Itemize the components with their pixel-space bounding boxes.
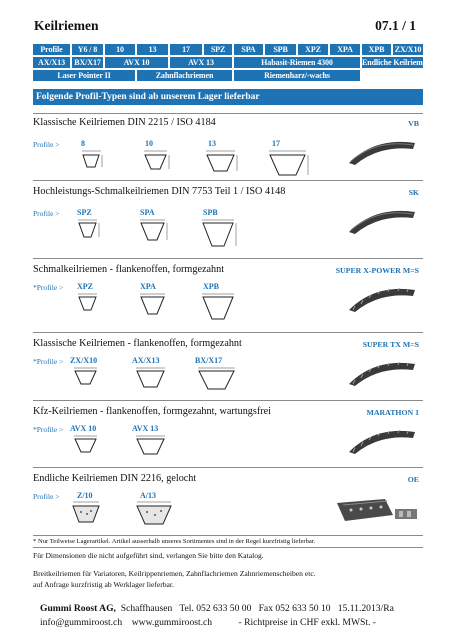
footer-line-2 xyxy=(40,617,420,628)
nav-link-17[interactable]: 17 xyxy=(170,44,202,55)
other-products-text-2: auf Anfrage kurzfristig ab Werklager lieferbar. xyxy=(33,580,174,589)
company-fax: Fax 052 633 50 10 xyxy=(258,603,331,614)
nav-link-spa[interactable]: SPA xyxy=(234,44,263,55)
cross-section-a13-icon xyxy=(133,500,181,530)
nav-link-avx-13[interactable]: AVX 13 xyxy=(170,57,232,68)
nav-link-habasit[interactable]: Habasit-Riemen 4300 xyxy=(234,57,360,68)
nav-link-spb[interactable]: SPB xyxy=(265,44,296,55)
profile-label: *Profile > xyxy=(33,283,64,292)
cross-section-10-icon xyxy=(143,149,173,175)
section-title: Endliche Keilriemen DIN 2216, gelocht xyxy=(33,473,197,484)
profile-xpz[interactable]: XPZ xyxy=(77,282,93,291)
section-title: Schmalkeilriemen - flankenoffen, formgezahnt xyxy=(33,264,225,275)
nav-link-zx-x10[interactable]: ZX/X10 xyxy=(394,45,422,54)
section-marathon xyxy=(33,406,423,464)
nav-link-xpz[interactable]: XPZ xyxy=(298,44,328,55)
cross-section-avx13-icon xyxy=(135,434,171,460)
section-title: Klassische Keilriemen - flankenoffen, formgezahnt xyxy=(33,338,242,349)
profile-zx-x10[interactable]: ZX/X10 xyxy=(70,356,98,365)
profile-label: *Profile > xyxy=(33,425,64,434)
company-name: Gummi Roost AG, xyxy=(40,603,116,614)
divider xyxy=(33,547,423,548)
nav-link-10[interactable]: 10 xyxy=(105,44,135,55)
profile-spz[interactable]: SPZ xyxy=(77,208,92,217)
section-title: Hochleistungs-Schmalkeilriemen DIN 7753 Teil 1 / ISO 4148 xyxy=(33,186,286,197)
profile-xpb[interactable]: XPB xyxy=(203,282,219,291)
divider xyxy=(33,180,423,181)
footer-line-1 xyxy=(40,603,420,614)
section-klassische-keilriemen xyxy=(33,117,423,177)
divider xyxy=(33,535,423,536)
section-title: Klassische Keilriemen DIN 2215 / ISO 4184 xyxy=(33,117,216,128)
profile-spa[interactable]: SPA xyxy=(140,208,155,217)
nav-link-endliche[interactable]: Endliche Keilriemen xyxy=(362,58,431,67)
catalog-text: Für Dimensionen die nicht aufgeführt sind, verlangen Sie bitte den Katalog. xyxy=(33,551,264,560)
section-brand: SUPER TX M=S xyxy=(362,340,419,349)
company-email[interactable]: info@gummiroost.ch xyxy=(40,617,123,628)
section-endliche-keilriemen xyxy=(33,473,423,533)
nav-link-laser-pointer[interactable]: Laser Pointer II xyxy=(33,70,135,81)
cogged-belt-image-icon xyxy=(345,354,419,388)
profile-10[interactable]: 10 xyxy=(145,139,153,148)
profile-label: *Profile > xyxy=(33,357,64,366)
divider xyxy=(33,113,423,114)
cross-section-xpz-icon xyxy=(77,292,103,316)
section-brand: MARATHON 1 xyxy=(366,408,419,417)
nav-link-ax-x13[interactable]: AX/X13 xyxy=(33,57,70,68)
profile-8[interactable]: 8 xyxy=(81,139,85,148)
nav-link-y6-8[interactable]: Y6 / 8 xyxy=(72,44,103,55)
cogged-belt-image-icon xyxy=(345,280,419,314)
section-brand: VB xyxy=(408,119,419,128)
profile-a13[interactable]: A/13 xyxy=(140,491,156,500)
stock-banner: Folgende Profil-Typen sind ab unserem Lager lieferbar xyxy=(33,89,423,105)
section-title: Kfz-Keilriemen - flankenoffen, formgezahnt, wartungsfrei xyxy=(33,406,271,417)
cross-section-8-icon xyxy=(81,149,105,173)
page-header xyxy=(34,18,416,38)
page-title: Keilriemen xyxy=(34,18,99,33)
section-brand: OE xyxy=(407,475,419,484)
profile-17[interactable]: 17 xyxy=(272,139,280,148)
cross-section-17-icon xyxy=(268,149,314,181)
section-schmalkeilriemen xyxy=(33,186,423,256)
doc-date: 15.11.2013/Ra xyxy=(337,603,394,614)
profile-label: Profile > xyxy=(33,140,60,149)
company-city: Schaffhausen xyxy=(120,603,173,614)
profile-avx-13[interactable]: AVX 13 xyxy=(132,424,159,433)
profile-label: Profile > xyxy=(33,209,60,218)
section-super-tx xyxy=(33,338,423,398)
divider xyxy=(33,332,423,333)
cross-section-bx-icon xyxy=(197,366,243,396)
company-website[interactable]: www.gummiroost.ch xyxy=(131,617,213,628)
cross-section-xpa-icon xyxy=(139,292,173,322)
section-brand: SK xyxy=(408,188,419,197)
profile-13[interactable]: 13 xyxy=(208,139,216,148)
cross-section-ax-icon xyxy=(135,366,171,394)
cogged-belt-image-icon xyxy=(345,422,419,456)
divider xyxy=(33,400,423,401)
cross-section-13-icon xyxy=(205,149,241,177)
nav-link-spz[interactable]: SPZ xyxy=(204,44,232,55)
profile-ax-x13[interactable]: AX/X13 xyxy=(132,356,160,365)
v-belt-image-icon xyxy=(345,133,419,167)
divider xyxy=(33,258,423,259)
cross-section-spz-icon xyxy=(77,218,103,244)
nav-link-zahnflachriemen[interactable]: Zahnflachriemen xyxy=(137,70,232,81)
stock-note: * Nur Teilweise Lagerartikel. Artikel ausserhalb unseres Sortimentes sind in der Regel kurzfristig lieferbar. xyxy=(33,538,316,545)
nav-link-13[interactable]: 13 xyxy=(137,44,168,55)
cross-section-spb-icon xyxy=(201,218,243,256)
cross-section-spa-icon xyxy=(139,218,173,248)
profile-z10[interactable]: Z/10 xyxy=(77,491,93,500)
cross-section-z10-icon xyxy=(69,500,109,528)
v-belt-image-icon xyxy=(345,202,419,236)
section-brand: SUPER X-POWER M=S xyxy=(335,266,419,275)
profile-spb[interactable]: SPB xyxy=(203,208,218,217)
cross-section-avx10-icon xyxy=(73,434,103,458)
nav-link-bx-x17[interactable]: BX/X17 xyxy=(72,57,103,68)
nav-link-riemenharz[interactable]: Riemenharz/-wachs xyxy=(234,70,360,81)
price-note: - Richtpreise in CHF exkl. MWSt. - xyxy=(238,617,376,628)
company-tel: Tel. 052 633 50 00 xyxy=(179,603,252,614)
nav-link-xpb[interactable]: XPB xyxy=(362,44,391,55)
profile-xpa[interactable]: XPA xyxy=(140,282,156,291)
nav-link-xpa[interactable]: XPA xyxy=(330,44,360,55)
section-super-x-power xyxy=(33,264,423,328)
nav-link-avx-10[interactable]: AVX 10 xyxy=(105,57,168,68)
profile-avx-10[interactable]: AVX 10 xyxy=(70,424,97,433)
cross-section-zx-icon xyxy=(73,366,103,390)
profile-bx-x17[interactable]: BX/X17 xyxy=(195,356,223,365)
profile-label: Profile > xyxy=(33,492,60,501)
other-products-text: Breitkeilriemen für Variatoren, Keilrippenriemen, Zahnflachriemen Zahnriemenscheiben etc. xyxy=(33,569,316,578)
cross-section-xpb-icon xyxy=(201,292,243,326)
divider xyxy=(33,467,423,468)
page-number: 07.1 / 1 xyxy=(375,18,416,33)
nav-link-profile[interactable]: Profile xyxy=(33,44,70,55)
perforated-belt-image-icon xyxy=(333,489,423,531)
